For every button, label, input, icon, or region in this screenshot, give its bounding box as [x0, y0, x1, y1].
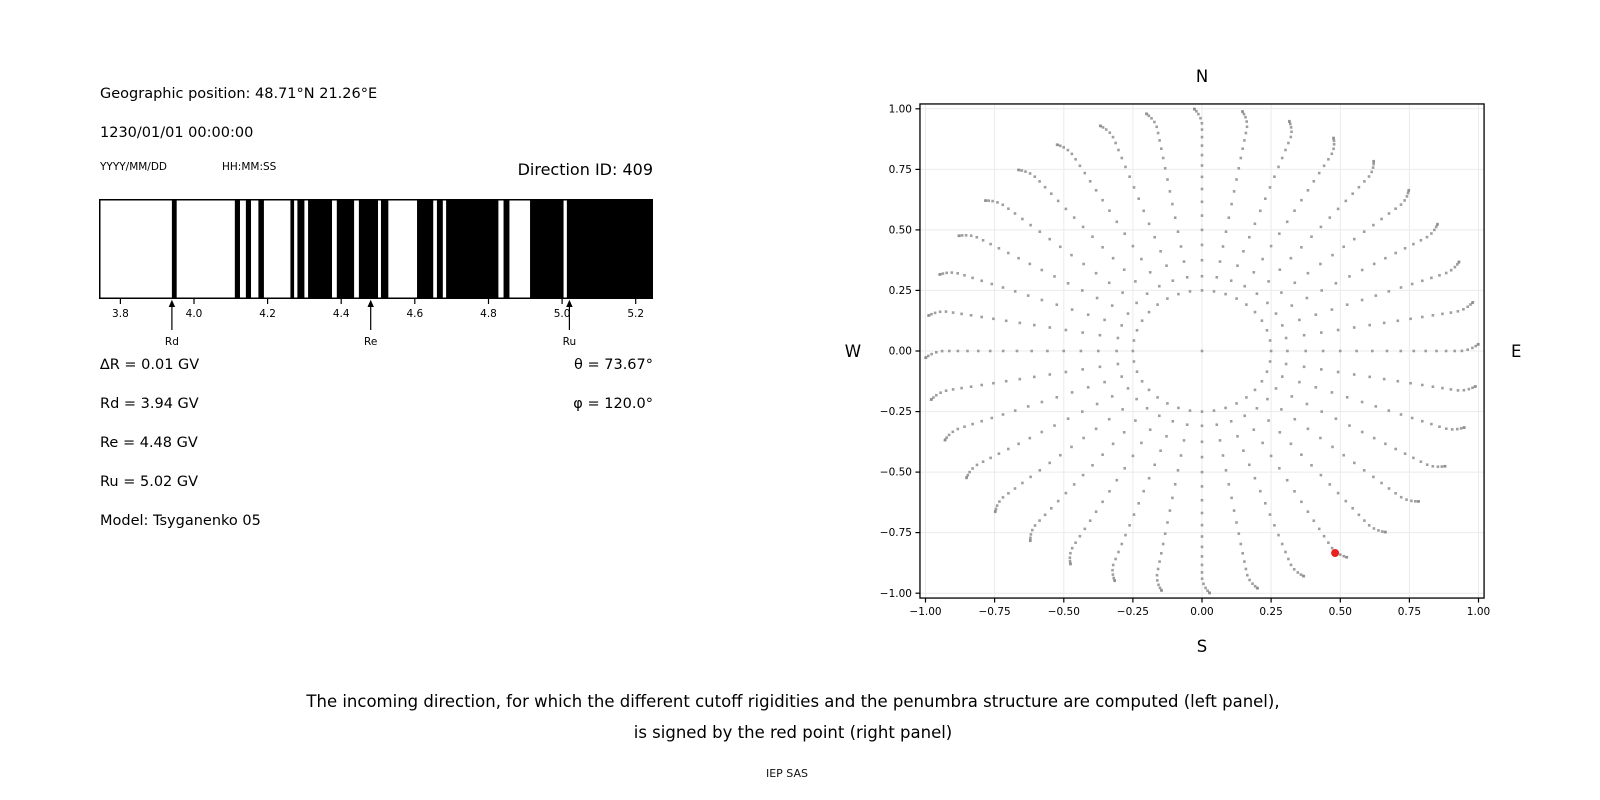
svg-text:0.50: 0.50 — [888, 224, 912, 237]
svg-text:4.8: 4.8 — [480, 308, 497, 320]
credit-text: IEP SAS — [765, 767, 809, 780]
svg-text:−0.25: −0.25 — [1116, 606, 1149, 619]
svg-text:Ru: Ru — [562, 336, 577, 348]
date-format-hint: YYYY/MM/DD — [100, 161, 168, 173]
caption-line-2: is signed by the red point (right panel) — [633, 723, 953, 742]
penumbra-x-axis — [112, 299, 644, 320]
svg-text:0.00: 0.00 — [888, 345, 912, 358]
svg-text:−1.00: −1.00 — [879, 587, 912, 600]
svg-text:5.0: 5.0 — [553, 308, 571, 320]
penumbra-chart — [99, 199, 655, 351]
svg-text:Rd: Rd — [164, 336, 179, 348]
svg-text:0.75: 0.75 — [888, 164, 912, 176]
figure-caption — [0, 686, 1586, 748]
svg-text:−0.25: −0.25 — [879, 406, 912, 419]
theta-value: θ = 73.67° — [574, 357, 653, 373]
svg-text:Re: Re — [364, 336, 378, 348]
delta-r-value: ∆R = 0.01 GV — [100, 357, 200, 373]
direction-id-title: Direction ID: 409 — [517, 160, 653, 179]
svg-text:−0.75: −0.75 — [978, 606, 1011, 619]
svg-text:0.75: 0.75 — [1397, 606, 1422, 619]
svg-text:−0.50: −0.50 — [879, 466, 912, 479]
svg-text:−1.00: −1.00 — [909, 606, 942, 619]
ru-value: Ru = 5.02 GV — [100, 474, 199, 490]
datetime-text: 1230/01/01 00:00:00 — [100, 125, 254, 141]
time-format-hint: HH:MM:SS — [222, 161, 277, 173]
svg-text:−0.75: −0.75 — [879, 527, 912, 540]
svg-text:3.8: 3.8 — [112, 308, 129, 320]
penumbra-cutoff-markers — [165, 300, 576, 348]
svg-text:1.00: 1.00 — [1466, 606, 1491, 619]
svg-text:−0.50: −0.50 — [1047, 606, 1080, 619]
svg-text:4.0: 4.0 — [185, 308, 203, 320]
rd-value: Rd = 3.94 GV — [100, 396, 199, 412]
svg-text:4.6: 4.6 — [406, 308, 424, 320]
model-value: Model: Tsyganenko 05 — [100, 513, 261, 529]
phi-value: φ = 120.0° — [573, 396, 653, 412]
svg-text:4.2: 4.2 — [259, 308, 276, 320]
re-value: Re = 4.48 GV — [100, 435, 198, 451]
svg-text:1.00: 1.00 — [888, 103, 912, 116]
svg-text:0.00: 0.00 — [1190, 606, 1214, 619]
compass-south-label: S — [1196, 637, 1208, 657]
compass-north-label: N — [1195, 66, 1209, 86]
svg-text:5.2: 5.2 — [627, 308, 645, 320]
compass-west-label: W — [844, 342, 862, 361]
svg-text:4.4: 4.4 — [332, 308, 350, 320]
caption-line-1: The incoming direction, for which the different cutoff rigidities and the penumbra structure are computed (left panel), — [306, 692, 1280, 711]
svg-text:0.25: 0.25 — [1259, 606, 1283, 619]
penumbra-plot-area — [100, 200, 653, 299]
compass-east-label: E — [1511, 342, 1522, 361]
red-direction-point — [1331, 549, 1339, 557]
svg-text:0.25: 0.25 — [888, 285, 912, 297]
svg-text:0.50: 0.50 — [1328, 606, 1352, 619]
geographic-position-text: Geographic position: 48.71°N 21.26°E — [100, 86, 378, 102]
direction-map-chart — [830, 50, 1540, 670]
